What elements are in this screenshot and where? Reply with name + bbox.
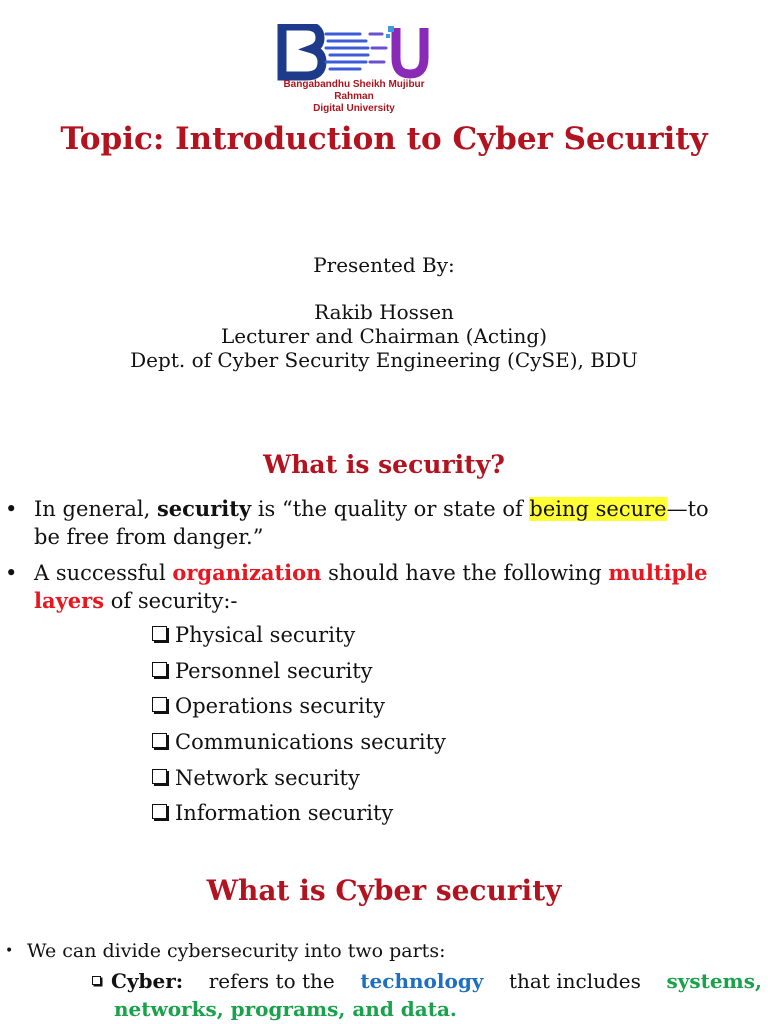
layer-item: Personnel security [152,657,373,685]
checkbox-bullet-icon [152,804,167,819]
layer-item: Information security [152,799,393,827]
checkbox-bullet-icon [152,769,167,784]
university-name: Bangabandhu Sheikh Mujibur Rahman Digital University [283,79,425,114]
security-layers-intro: • A successful organization should have the following multiple layers of security:- [5,560,708,613]
checkbox-bullet-icon [152,626,167,641]
layer-item: Physical security [152,621,355,649]
bullet-dot: • [5,561,18,585]
checkbox-bullet-icon [152,697,167,712]
layer-item: Communications security [152,728,446,756]
layer-item: Network security [152,764,360,792]
cyber-parts-intro: • We can divide cybersecurity into two parts: [5,940,446,962]
cyber-security-heading: What is Cyber security [206,874,562,907]
bullet-dot: • [5,497,18,521]
cyber-definition: Cyber: refers to the technology that includes systems, networks, programs, and data. [92,967,762,1023]
presented-by-label: Presented By: [313,253,455,277]
checkbox-bullet-icon [152,662,167,677]
presenter-department: Dept. of Cyber Security Engineering (CySE), BDU [130,348,638,372]
security-definition: • In general, security is “the quality or state of being secure—to be free from danger.” [5,496,709,549]
checkbox-bullet-icon [152,733,167,748]
checkbox-bullet-icon [92,976,101,985]
bullet-dot: • [5,943,14,959]
slide-title: Topic: Introduction to Cyber Security [60,121,708,157]
security-heading: What is security? [263,450,505,479]
presenter-name: Rakib Hossen [314,300,454,324]
presenter-role: Lecturer and Chairman (Acting) [220,324,548,348]
layer-item: Operations security [152,692,385,720]
